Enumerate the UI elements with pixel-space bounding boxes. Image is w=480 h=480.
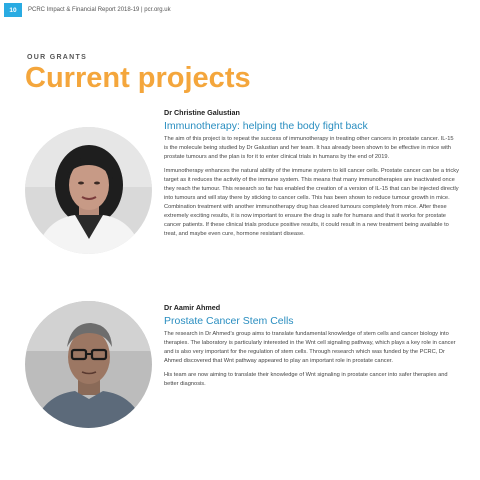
project-block-immunotherapy <box>164 108 459 244</box>
project-paragraph: The aim of this project is to repeat the success of immunotherapy in treating other cancers in prostate cancer. IL-15 is the molecule being studied by Dr Galustian and her team. It has already been shown to be effective in mice with prostate tumours and the plan is for it to enter clinical trials in humans by the end of 2019. <box>164 136 454 160</box>
project-paragraph: His team are now aiming to translate their knowledge of Wnt signaling in prostate cancer into safer therapies and better diagnosis. <box>164 372 448 387</box>
researcher-name: Dr Aamir Ahmed <box>164 303 221 312</box>
portrait-aamir-ahmed <box>25 301 152 428</box>
researcher-name: Dr Christine Galustian <box>164 108 240 117</box>
project-title: Prostate Cancer Stem Cells <box>164 315 294 327</box>
project-block-stem-cells <box>164 303 459 394</box>
page-number: 10 <box>4 3 22 17</box>
project-paragraph: Immunotherapy enhances the natural ability of the immune system to kill cancer cells. Prostate cancer can be a tricky target as it reduces the activity of the immune system. This means that many immunotherapies are inactivated once they reach the tumour. This research so far has enabled the creation of a version of IL-15 that can be injected directly into tumours and will stay there by sticking to cancer cells. This has been shown to reduce tumour growth in mice. Combination treatment with another immunotherapy drug has cleared tumours completely from mice. After these extremely exciting results, it is now important to ensure the drug is safe for humans and that it works for prostate cancer patients. If these clinical trials produce positive results, it could result in a new treatment being available to treat, and maybe even cure, hormone resistant disease. <box>164 168 459 237</box>
project-title: Immunotherapy: helping the body fight back <box>164 120 368 132</box>
section-kicker: OUR GRANTS <box>27 54 88 61</box>
portrait-christine-galustian <box>25 127 152 254</box>
page-header <box>0 0 480 20</box>
page-title: Current projects <box>25 62 251 94</box>
header-text: PCRC Impact & Financial Report 2018-19 | pcr.org.uk <box>28 7 171 13</box>
project-paragraph: The research in Dr Ahmed’s group aims to translate fundamental knowledge of stem cells and cancer biology into therapies. The laboratory is particularly interested in the Wnt cell signaling pathway, which plays a key role in cancer and is also very important for the regulation of stem cells. Through research which was funded by the PCRC, Dr Ahmed discovered that Wnt pathway appeared to play an important role in prostate cancer. <box>164 331 456 364</box>
